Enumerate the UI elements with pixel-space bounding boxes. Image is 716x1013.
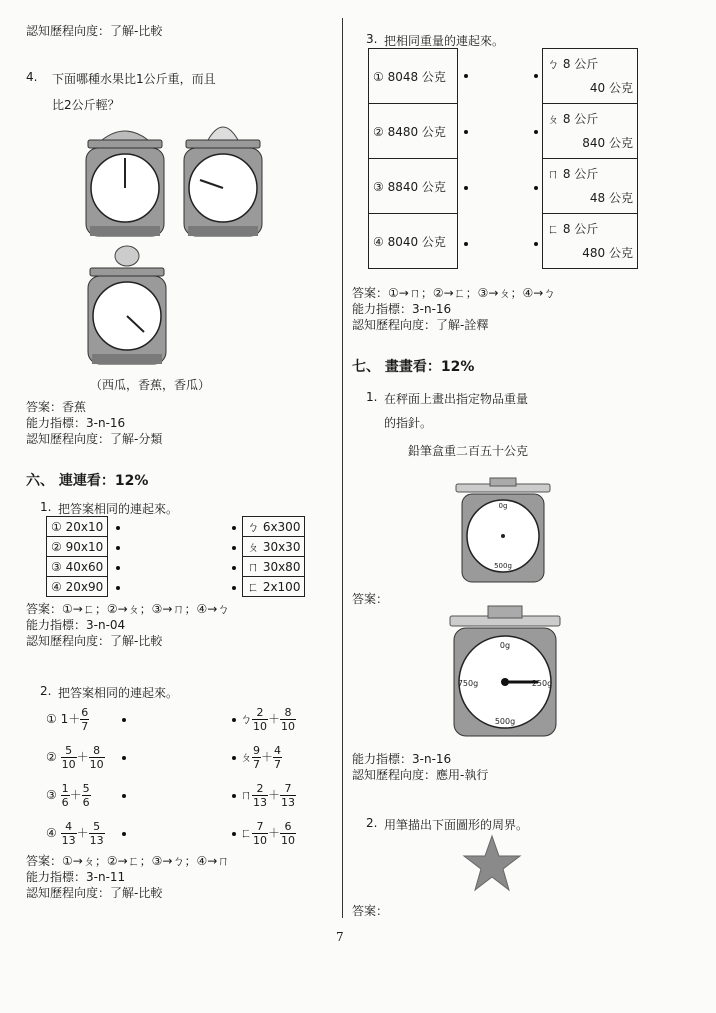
q4-text-2: 比2公斤輕？ bbox=[52, 98, 120, 112]
q3-left-item: ④ 8040 公克 bbox=[369, 214, 458, 269]
s6q2-left-expr-2: ② $\frac{5}{10}$ ＋ $\frac{8}{10}$ bbox=[46, 744, 104, 771]
q3-text: 把相同重量的連起來。 bbox=[384, 34, 505, 48]
s6q1-answer: 答案：①→ㄈ；②→ㄆ；③→ㄇ；④→ㄅ bbox=[26, 602, 230, 616]
s6q2-answer: 答案：①→ㄆ；②→ㄈ；③→ㄅ；④→ㄇ bbox=[26, 854, 230, 868]
q4-text-1: 下面哪種水果比1公斤重，而且 bbox=[52, 72, 216, 86]
fraction: $\frac{8}{10}$ bbox=[281, 706, 296, 733]
q3-left-item: ② 8480 公克 bbox=[369, 104, 458, 159]
fraction: $\frac{9}{7}$ bbox=[253, 744, 261, 771]
s6q2-cognitive: 認知歷程向度：了解-比較 bbox=[26, 886, 163, 900]
s6q1-ability: 能力指標：3-n-04 bbox=[26, 618, 126, 632]
dial-tick-500g: 500g bbox=[494, 717, 516, 726]
fraction: $\frac{4}{7}$ bbox=[274, 744, 282, 771]
fruit-scales-illustration bbox=[80, 118, 270, 373]
s7q2-text: 用筆描出下面圖形的周界。 bbox=[384, 818, 529, 832]
s6q1-left-table bbox=[46, 516, 108, 597]
fraction: $\frac{5}{6}$ bbox=[82, 782, 90, 809]
connector-dot[interactable] bbox=[534, 242, 538, 246]
fraction: $\frac{5}{13}$ bbox=[89, 820, 104, 847]
connector-dot[interactable] bbox=[232, 566, 236, 570]
q3-left-item: ① 8048 公克 bbox=[369, 49, 458, 104]
s6q2-left-expr-3: ③ $\frac{1}{6}$ ＋ $\frac{5}{6}$ bbox=[46, 782, 90, 809]
q4-number: 4. bbox=[26, 70, 38, 84]
s6q2-left-expr-4: ④ $\frac{4}{13}$ ＋ $\frac{5}{13}$ bbox=[46, 820, 104, 847]
small-scale-illustration bbox=[454, 476, 554, 588]
connector-dot[interactable] bbox=[232, 756, 236, 760]
s7q2-number: 2. bbox=[366, 816, 378, 830]
fraction: $\frac{5}{10}$ bbox=[61, 744, 76, 771]
s6q1-left-item: ③ 40x60 bbox=[47, 557, 108, 577]
s6q1-left-item: ④ 20x90 bbox=[47, 577, 108, 597]
q3-left-table bbox=[368, 48, 458, 269]
s6q2-left-expr-1: ① 1＋ $\frac{6}{7}$ bbox=[46, 706, 89, 733]
connector-dot[interactable] bbox=[232, 794, 236, 798]
q3-right-cell: ㄅ 8 公斤 40 公克 bbox=[543, 49, 638, 104]
dial-tick-0g: 0g bbox=[498, 502, 508, 510]
s6q2-right-expr-1: ㄅ $\frac{2}{10}$ ＋ $\frac{8}{10}$ bbox=[240, 706, 296, 733]
connector-dot[interactable] bbox=[232, 546, 236, 550]
q3-ability: 能力指標：3-n-16 bbox=[352, 302, 452, 316]
q3-right-cell: ㄇ 8 公斤 48 公克 bbox=[543, 159, 638, 214]
connector-dot[interactable] bbox=[232, 586, 236, 590]
connector-dot[interactable] bbox=[464, 130, 468, 134]
s6q2-right-expr-3: ㄇ $\frac{2}{13}$ ＋ $\frac{7}{13}$ bbox=[240, 782, 296, 809]
page-number: 7 bbox=[336, 930, 344, 944]
dial-tick-750g: 750g bbox=[457, 679, 479, 688]
fraction: $\frac{2}{13}$ bbox=[253, 782, 268, 809]
s6q1-left-item: ② 90x10 bbox=[47, 537, 108, 557]
s6q1-right-item: ㄈ 2x100 bbox=[243, 577, 305, 597]
fraction: $\frac{7}{10}$ bbox=[253, 820, 268, 847]
s6q1-right-table bbox=[242, 516, 305, 597]
s7q1-item: 鉛筆盒重二百五十公克 bbox=[408, 444, 529, 458]
s7q1-answer-label: 答案： bbox=[352, 592, 389, 606]
connector-dot[interactable] bbox=[116, 566, 120, 570]
fraction: $\frac{1}{6}$ bbox=[61, 782, 69, 809]
s6q2-number: 2. bbox=[40, 684, 52, 698]
q4-choices: （西瓜，香蕉，香瓜） bbox=[90, 378, 211, 392]
answer-scale-illustration bbox=[446, 602, 564, 742]
s6q1-right-item: ㄇ 30x80 bbox=[243, 557, 305, 577]
banana-scale-icon bbox=[184, 127, 262, 236]
q3-right-cell: ㄆ 8 公斤 840 公克 bbox=[543, 104, 638, 159]
dial-tick-0g: 0g bbox=[499, 641, 511, 650]
s6q2-right-expr-2: ㄆ $\frac{9}{7}$ ＋ $\frac{4}{7}$ bbox=[240, 744, 282, 771]
q3-cognitive: 認知歷程向度：了解-詮釋 bbox=[352, 318, 489, 332]
connector-dot[interactable] bbox=[122, 794, 126, 798]
s7q1-ability: 能力指標：3-n-16 bbox=[352, 752, 452, 766]
watermelon-scale-icon bbox=[86, 131, 164, 236]
dial-tick-250g: 250g bbox=[531, 679, 553, 688]
connector-dot[interactable] bbox=[464, 186, 468, 190]
connector-dot[interactable] bbox=[534, 130, 538, 134]
connector-dot[interactable] bbox=[464, 74, 468, 78]
column-divider bbox=[342, 18, 343, 918]
q4-cognitive: 認知歷程向度：了解-分類 bbox=[26, 432, 163, 446]
connector-dot[interactable] bbox=[122, 718, 126, 722]
section-7-title: 七、 畫畫看：12% bbox=[352, 359, 475, 375]
s7q1-number: 1. bbox=[366, 390, 378, 404]
s6q1-number: 1. bbox=[40, 500, 52, 514]
fraction: $\frac{6}{10}$ bbox=[281, 820, 296, 847]
q3-right-table bbox=[542, 48, 638, 269]
s7q2-answer-label: 答案： bbox=[352, 904, 389, 918]
fraction: $\frac{2}{10}$ bbox=[253, 706, 268, 733]
q3-answer: 答案：①→ㄇ；②→ㄈ；③→ㄆ；④→ㄅ bbox=[352, 286, 556, 300]
connector-dot[interactable] bbox=[534, 186, 538, 190]
whole-number: 1 bbox=[60, 712, 69, 726]
s6q2-right-expr-4: ㄈ $\frac{7}{10}$ ＋ $\frac{6}{10}$ bbox=[240, 820, 296, 847]
s7q1-cognitive: 認知歷程向度：應用-執行 bbox=[352, 768, 489, 782]
connector-dot[interactable] bbox=[232, 718, 236, 722]
q3-left-item: ③ 8840 公克 bbox=[369, 159, 458, 214]
connector-dot[interactable] bbox=[116, 586, 120, 590]
s6q1-right-item: ㄅ 6x300 bbox=[243, 517, 305, 537]
s6q2-ability: 能力指標：3-n-11 bbox=[26, 870, 126, 884]
s6q1-right-item: ㄆ 30x30 bbox=[243, 537, 305, 557]
fraction: $\frac{4}{13}$ bbox=[61, 820, 76, 847]
star-shape-icon bbox=[462, 834, 522, 894]
fraction: $\frac{8}{10}$ bbox=[89, 744, 104, 771]
s6q2-left-label: ① bbox=[46, 712, 57, 726]
fraction: $\frac{6}{7}$ bbox=[81, 706, 89, 733]
s7q1-line2: 的指針。 bbox=[384, 416, 433, 430]
dial-tick-500g: 500g bbox=[494, 562, 512, 570]
connector-dot[interactable] bbox=[232, 832, 236, 836]
s6q2-text: 把答案相同的連起來。 bbox=[58, 686, 179, 700]
q3-cognitive-top: 認知歷程向度：了解-比較 bbox=[26, 24, 163, 38]
q4-ability: 能力指標：3-n-16 bbox=[26, 416, 126, 430]
s7q1-line1: 在秤面上畫出指定物品重量 bbox=[384, 392, 529, 406]
connector-dot[interactable] bbox=[232, 526, 236, 530]
melon-scale-icon bbox=[88, 246, 166, 364]
s6q1-text: 把答案相同的連起來。 bbox=[58, 502, 179, 516]
fraction: $\frac{7}{13}$ bbox=[281, 782, 296, 809]
connector-dot[interactable] bbox=[116, 526, 120, 530]
connector-dot[interactable] bbox=[464, 242, 468, 246]
connector-dot[interactable] bbox=[122, 756, 126, 760]
q3-number: 3. bbox=[366, 32, 378, 46]
s6q1-left-item: ① 20x10 bbox=[47, 517, 108, 537]
connector-dot[interactable] bbox=[116, 546, 120, 550]
connector-dot[interactable] bbox=[534, 74, 538, 78]
s6q1-cognitive: 認知歷程向度：了解-比較 bbox=[26, 634, 163, 648]
q3-right-cell: ㄈ 8 公斤 480 公克 bbox=[543, 214, 638, 269]
connector-dot[interactable] bbox=[122, 832, 126, 836]
q4-answer: 答案：香蕉 bbox=[26, 400, 87, 414]
section-6-title: 六、 連連看：12% bbox=[26, 473, 149, 489]
